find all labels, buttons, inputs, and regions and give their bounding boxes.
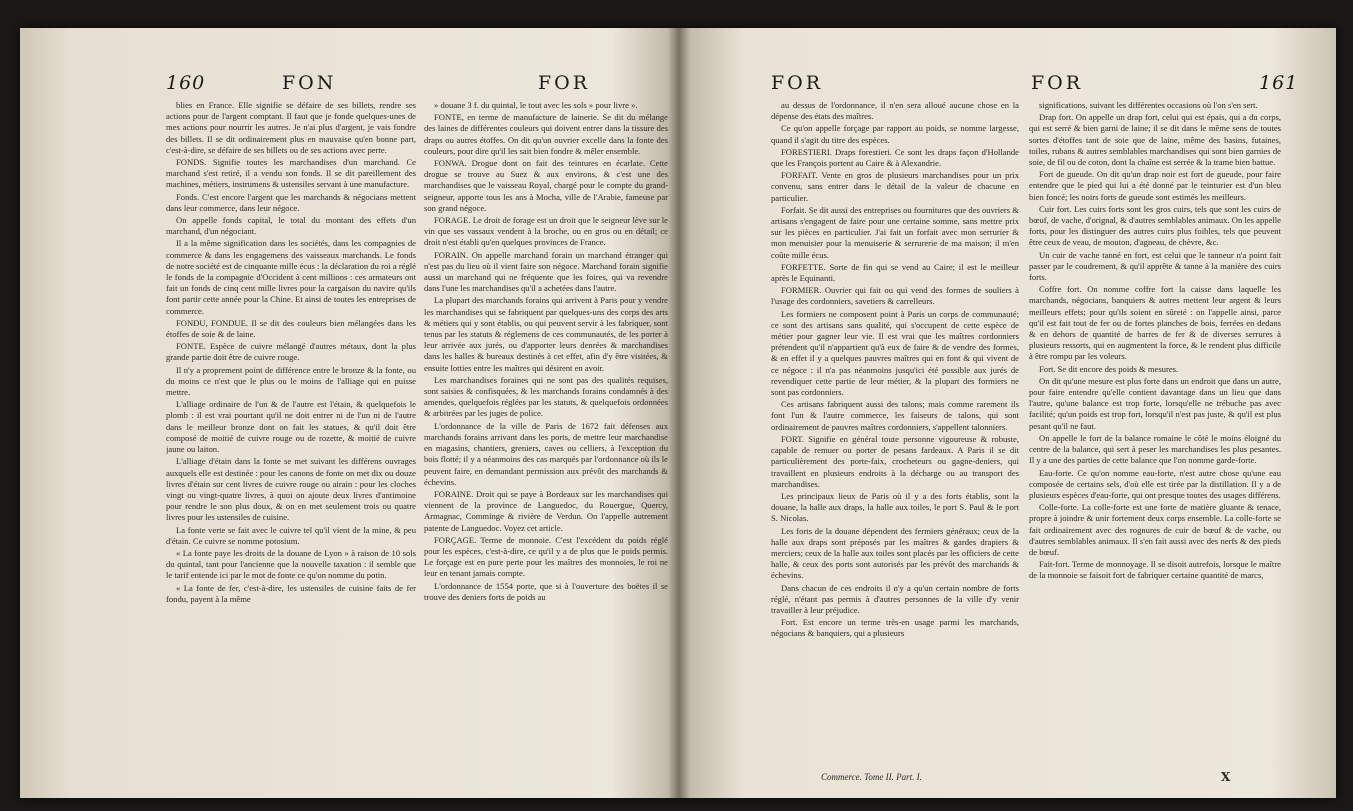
paragraph: Un cuir de vache tanné en fort, est celui que le tanneur n'a point fait passer par le coudrement, & qu'il apprête & tanne à la manière des cuirs forts. bbox=[1029, 249, 1281, 283]
paragraph: FONDS. Signifie toutes les marchandises d'un marchand. Ce marchand s'est retiré, il a vendu son fonds. Il se dit pareillement des machines, métiers, instrumens & ustensiles servant à une manufacture. bbox=[166, 157, 416, 190]
paragraph: FORAGE. Le droit de forage est un droit que le seigneur lève sur le vin que ses vassaux vendent à la broche, ou en gros ou en détail; ce droit n'est établi qu'en quelques provinces de France. bbox=[424, 215, 668, 248]
paragraph: Dans chacun de ces endroits il n'y a qu'un certain nombre de forts réglé, n'étant pas permis à d'autres personnes de la ville d'y venir travailler à leur préjudice. bbox=[771, 582, 1019, 615]
paragraph: La fonte verte se fait avec le cuivre tel qu'il vient de la mine, & peu d'étain. Ce cuivre se nomme potosium. bbox=[166, 524, 416, 546]
paragraph: » douane 3 f. du quintal, le tout avec les sols » pour livre ». bbox=[434, 100, 638, 110]
paragraph: L'ordonnance de la ville de Paris de 1672 fait défenses aux marchands forains arrivant dans les ports, de mettre leur marchandise en magasins, chantiers, greniers, caves ou celliers, à l'exception du bois flotté; il y a néanmoins des cas marqués par l'ordonnance où ils le peuvent faire, en demandant permission aux prévôt des marchands & échevins. bbox=[424, 420, 668, 487]
paragraph: Les formiers ne composent point à Paris un corps de communauté; ce sont des artisans sans qualité, qui s'occupent de cette espèce de métier pour gagner leur vie. Il est vrai que les maîtres cordonniers prétendent qu'il n'appartient qu'à eux de faire & de vendre des formes, & en effet il y a quelques pauvres maîtres qui en font & qui vivent de ce négoce : il n'a pas néanmoins jusqu'ici été possible aux jurés de revendiquer cette partie de leur métier, & la plupart des formiers ne sont pas cordonniers. bbox=[771, 308, 1019, 398]
paragraph: FORAINE. Droit qui se paye à Bordeaux sur les marchandises qui viennent de la province de Languedoc, du Rouergue, Quercy, Armagnac, Comminge & rivière de Verdun. On l'appelle autrement patente de Languedoc. Voyez cet article. bbox=[424, 488, 668, 533]
paragraph: FORESTIERI. Draps forestieri. Ce sont les draps façon d'Hollande que les François portent au Caire & à Alexandrie. bbox=[771, 146, 1019, 169]
left-header-word-1: FON bbox=[282, 72, 337, 94]
paragraph: Il a la même signification dans les sociétés, dans les compagnies de commerce & dans les engagemens des vaisseaux marchands. Le fonds de notre société est de cinquante mille écus : la déclaration du roi a réglé le fonds de la compagnie d'Occident à cent millions : ces armateurs ont fait un fonds de cinq cent mille livres pour la cargaison du navire qu'ils font partir cette année pour la Chine. Et ainsi de toutes les entreprises de commerce. bbox=[166, 238, 416, 316]
paragraph: On appelle fonds capital, le total du montant des effets d'un marchand, d'un négociant. bbox=[166, 215, 416, 237]
paragraph: FORAIN. On appelle marchand forain un marchand étranger qui n'est pas du lieu où il vient faire son négoce. Marchand forain signifie aussi un marchand qui ne fréquente que les foires, qui va revendre dans l'une les marchandises qu'il a achetées dans l'autre. bbox=[424, 249, 668, 294]
right-header-word-2: FOR bbox=[1031, 72, 1084, 94]
paragraph: blies en France. Elle signifie se défaire de ses billets, rendre ses actions pour de l'argent comptant. Il faut que je fonde quelques-unes de mes actions pour nourrir les autres. Je n'ai plus d'argent, je vais fondre des billets. Il se dit ordinairement plus en mauvaise qu'en bonne part, c'est-à-dire, se défaire de ses billets ou de ses actions avec perte. bbox=[166, 100, 416, 155]
paragraph: FORMIER. Ouvrier qui fait ou qui vend des formes de souliers à l'usage des cordonniers, savetiers & carrelleurs. bbox=[771, 285, 1019, 307]
right-page-header bbox=[681, 72, 1336, 98]
paragraph: Fort. Est encore un terme très-en usage parmi les marchands, négocians & banquiers, qui a plusieurs bbox=[771, 617, 1019, 639]
paragraph: FONTE. Espèce de cuivre mélangé d'autres métaux, dont la plus grande partie doit être de cuivre rouge. bbox=[166, 341, 416, 363]
paragraph: L'alliage ordinaire de l'un & de l'autre est l'étain, & quelquefois le plomb : il est vrai pourtant qu'il ne doit entrer ni de l'un ni de l'autre dans le meilleur bronze dont on fait les statues, & qu'il doit être composé de moitié de cuivre rouge ou de rozette, & moitié de cuivre jaune ou laiton. bbox=[166, 399, 416, 455]
paragraph: Ces artisans fabriquent aussi des talons; mais comme rarement ils font l'un & l'autre commerce, les faiseurs de talons, qui sont ordinairement de pauvres maîtres cordonniers, s'appellent talonniers. bbox=[771, 399, 1019, 432]
paragraph: Les marchandises foraines qui ne sont pas des qualités requises, sont saisies & confisquées, & les marchands forains condamnés à des amendes, quelquefois réglées par les statuts, & quelquefois ordonnées & arbitrées par les juges de police. bbox=[424, 374, 668, 419]
paragraph: L'ordonnance de 1554 porte, que si à l'ouverture des boëtes il se trouve des deniers forts de poids au bbox=[424, 580, 668, 602]
paragraph: FORFETTE. Sorte de fin qui se vend au Caire; il est le meilleur après le Equinanti. bbox=[771, 261, 1019, 284]
book-spread bbox=[20, 28, 1336, 798]
paragraph: Fait-fort. Terme de monnoyage. Il se disoit autrefois, lorsque le maître de la monnoie se faisoit fort de fabriquer certaine quantité de marcs, bbox=[1029, 559, 1281, 581]
footer-title: Commerce. Tome II. Part. I. bbox=[821, 772, 922, 782]
paragraph: On dit qu'une mesure est plus forte dans un endroit que dans un autre, pour faire entendre qu'elle contient davantage dans un lieu que dans l'autre, qu'une balance est trop forte, lorsqu'elle ne trébuche pas avec facilité; qu'un poids est trop fort, lorsqu'il n'est pas juste, & qu'il est plus pesant qu'il ne faut. bbox=[1029, 375, 1281, 431]
paragraph: Cuir fort. Les cuirs forts sont les gros cuirs, tels que sont les cuirs de bœuf, de vache, d'orignal, & d'autres semblables animaux. On les appelle forts, pour les distinguer des autres cuirs plus foibles, tels que peuvent être ceux de veau, de mouton, d'agneau, de chèvre, &c. bbox=[1029, 203, 1281, 248]
paragraph: FORT. Signifie en général toute personne vigoureuse & robuste, capable de remuer ou porter de pesans fardeaux. A Paris il se dit particulièrement des porte-faix, crocheteurs ou gagne-deniers, qui travaillent en plusieurs endroits à la décharge ou au transport des marchandises. bbox=[771, 433, 1019, 489]
paragraph: Fort de gueude. On dit qu'un drap noir est fort de gueude, pour faire entendre que le pied qui lui a été donné par le teinturier est d'un bleu bien foncé; les noirs forts de gueude sont estimés les meilleurs. bbox=[1029, 169, 1281, 202]
paragraph: Fonds. C'est encore l'argent que les marchands & négocians mettent dans leur commerce, dans leur négoce. bbox=[166, 191, 416, 213]
paragraph: On appelle le fort de la balance romaine le côté le moins éloigné du centre de la balance, qui sert à peser les marchandises les plus pesantes. Il y a une des parties de cette balance que l'on nomme garde-forte. bbox=[1029, 432, 1281, 466]
paragraph: FONTE, en terme de manufacture de lainerie. Se dit du mélange des laines de différentes couleurs qui doivent entrer dans la tissure des draps ou autres étoffes. On dit qu'un ouvrier excelle dans la fonte des couleurs, pour dire qu'il les sait bien fondre & mêler ensemble. bbox=[424, 112, 668, 156]
left-header-word-2: FOR bbox=[538, 72, 591, 94]
paragraph: L'alliage d'étain dans la fonte se met suivant les différens ouvrages auxquels elle est destinée : pour les canons de fonte on met dix ou douze livres d'étain sur cent livres de cuivre rouge ou airain : pour les cloches vingt ou vingt-quatre livres, à quoi on ajoute deux livres d'antimoine pour rendre le son plus doux, & on en met seulement trois ou quatre livres pour les ustensiles de cuisine. bbox=[166, 456, 416, 523]
paragraph: Ce qu'on appelle forçage par rapport au poids, se nomme largesse, quand il s'agit du titre des espèces. bbox=[771, 123, 1019, 145]
paragraph: Les principaux lieux de Paris où il y a des forts établis, sont la douane, la halle aux draps, la halle aux toiles, le port S. Paul & le port S. Nicolas. bbox=[771, 490, 1019, 524]
paragraph: Il n'y a proprement point de différence entre le bronze & la fonte, ou du moins ce n'est que le plus ou le moins de l'alliage qui en puisse mettre. bbox=[166, 364, 416, 398]
paragraph: au dessus de l'ordonnance, il n'en sera alloué aucune chose en la dépense des états des maîtres. bbox=[771, 100, 1019, 122]
paragraph: « La fonte de fer, c'est-à-dire, les ustensiles de cuisine faits de fer fondu, payent à la même bbox=[166, 582, 416, 604]
left-page bbox=[20, 28, 675, 798]
page-number-right: 161 bbox=[1259, 72, 1299, 94]
right-page bbox=[681, 28, 1336, 798]
left-column-2 bbox=[424, 100, 668, 760]
paragraph: La plupart des marchands forains qui arrivent à Paris pour y vendre les marchandises qui se fabriquent par quelques-uns des corps des arts & métiers qui y sont établis, ou qui peuvent servir à les fabriquer, sont tenus par les statuts & réglemens de ces communautés, de les porter à leur arrivée aux jurés, ou d'apporter leurs denrées & marchandises dans les halles & bureaux destinés à cet effet, afin d'y être visitées, & ensuite lotties entre les maîtres qui désirent en avoir. bbox=[424, 295, 668, 373]
left-column-1 bbox=[166, 100, 416, 760]
paragraph: « La fonte paye les droits de la douane de Lyon » à raison de 10 sols du quintal, tant pour l'ancienne que la nouvelle taxation : il semble que le tarif entende ici par le mot de fonte ce qu'on nomme du potin. bbox=[166, 547, 416, 581]
signature-mark: X bbox=[1221, 770, 1231, 784]
paragraph: Forfait. Se dit aussi des entreprises ou fournitures que des ouvriers & artisans s'engagent de faire pour une certaine somme, sans mettre prix sur les pièces en particulier. J'ai fait un forfait avec mon serrurier & mon menuisier pour la menuiserie & serrurerie de ma maison; il m'en coûte mille écus. bbox=[771, 204, 1019, 260]
paragraph: Fort. Se dit encore des poids & mesures. bbox=[1039, 363, 1179, 374]
paragraph: Coffre fort. On nomme coffre fort la caisse dans laquelle les marchands, négocians, banquiers & autres mettent leur argent & leurs meilleurs effets; pour qu'ils soient en sûreté : on l'appelle ainsi, parce qu'il est fait tout de fer ou de fortes planches de bois, ferrées en dedans & en dehors de quantité de barres de fer & de diverses serrures à plusieurs ressorts, qui en augmentent la force, & le rendent plus difficile à être rompu par les voleurs. bbox=[1029, 284, 1281, 362]
page-number-left: 160 bbox=[166, 72, 206, 94]
paragraph: FONWA. Drogue dont on fait des teintures en écarlate. Cette drogue se trouve au Suez & aux environs, & c'est une des marchandises que le vaisseau Royal, chargé pour le compte du grand-seigneur, apporte tous les ans à Mocha, ville de l'Arabie, fameuse par son grand négoce. bbox=[424, 158, 668, 213]
right-column-1 bbox=[771, 100, 1019, 760]
paragraph: significations, suivant les différentes occasions où l'on s'en sert. bbox=[1039, 100, 1258, 110]
right-header-word-1: FOR bbox=[771, 72, 824, 94]
right-column-2 bbox=[1029, 100, 1281, 760]
paragraph: Colle-forte. La colle-forte est une forte de matière gluante & tenace, propre à joindre & unir fortement deux corps ensemble. La colle-forte se fait ordinairement avec des rognures de cuir de bœuf & de vache, ou d'autres semblables animaux. Il s'en fait aussi avec des nerfs & des pieds de bœuf. bbox=[1029, 502, 1281, 557]
paragraph: Les forts de la douane dépendent des fermiers généraux; ceux de la halle aux draps sont préposés par les maîtres & gardes drapiers & merciers; ceux de la halle aux toiles sont placés par les officiers de cette halle, & ceux des ports sont autorisés par les prévôt des marchands & échevins. bbox=[771, 525, 1019, 581]
left-page-header bbox=[20, 72, 675, 98]
paragraph: FONDU, FONDUE. Il se dit des couleurs bien mélangées dans les étoffes de soie & de laine. bbox=[166, 317, 416, 340]
paragraph: Drap fort. On appelle un drap fort, celui qui est épais, qui a du corps, qui est serré & bien garni de laine; il se dit dans le même sens de toutes sortes d'étoffes tant de soie que de laine, même des basins, futaines, toiles, rubans & autres semblables marchandises qui sont bien garnies de soie, de fil ou de coton, dont la chaîne est serrée & la trame bien battue. bbox=[1029, 112, 1281, 168]
paragraph: FORÇAGE. Terme de monnoie. C'est l'excédent du poids réglé pour les espèces, c'est-à-dire, ce qu'il y a de plus que le poids permis. Le forçage est en pure perte pour les maîtres des monnoies, le roi ne leur en tenant jamais compte. bbox=[424, 534, 668, 579]
paragraph: Eau-forte. Ce qu'on nomme eau-forte, n'est autre chose qu'une eau composée de certains sels, d'où elle est tirée par la distillation. Il y a de plusieurs espèces d'eau-forte, qui ont presque toutes des usages différens. bbox=[1029, 467, 1281, 500]
paragraph: FORFAIT. Vente en gros de plusieurs marchandises pour un prix convenu, sans entrer dans le détail de la valeur de chacune en particulier. bbox=[771, 170, 1019, 203]
